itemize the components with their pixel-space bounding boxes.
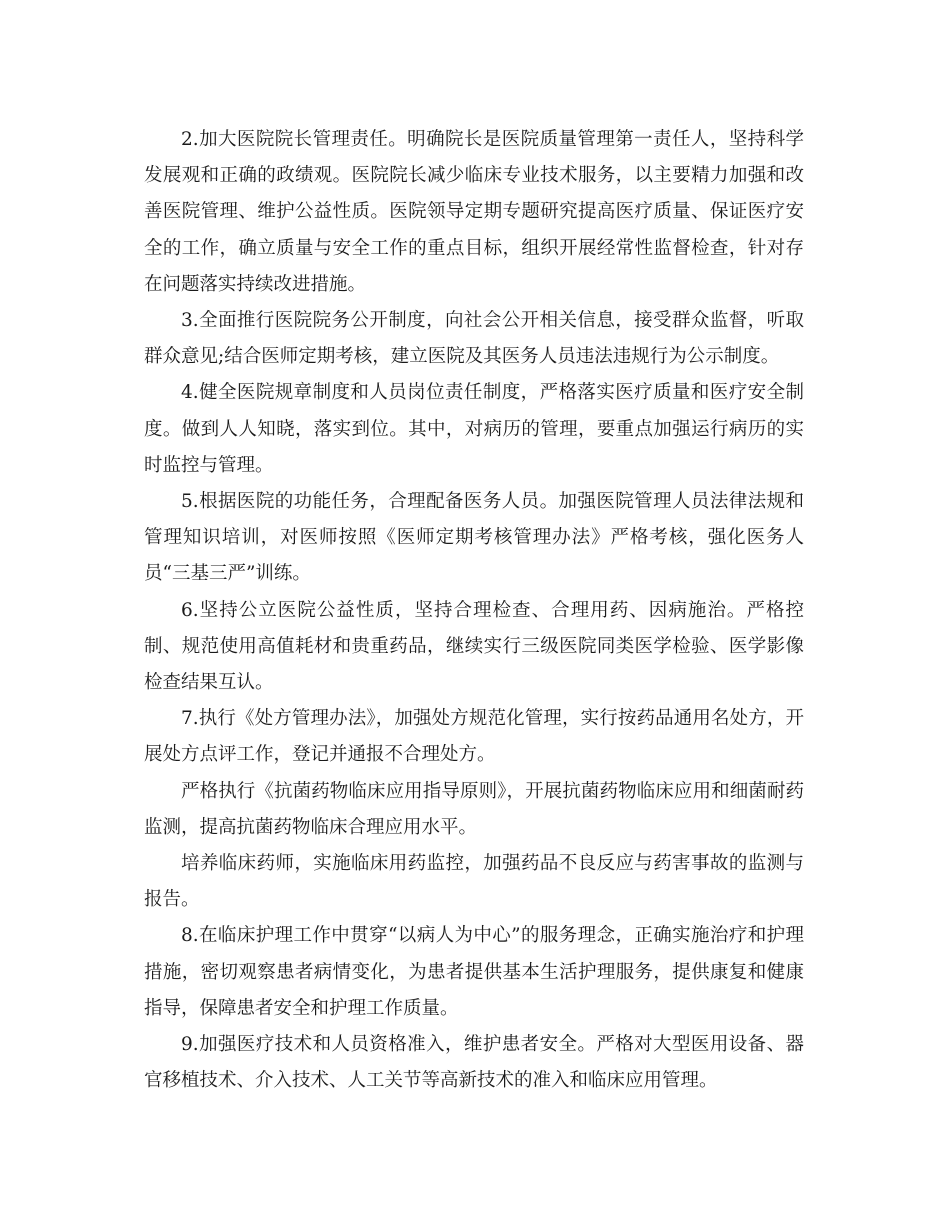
paragraph-item-3: 3.全面推行医院院务公开制度，向社会公开相关信息，接受群众监督，听取群众意见;结合医师定期考核，建立医院及其医务人员违法违规行为公示制度。 bbox=[144, 310, 804, 368]
paragraph-item-4: 4.健全医院规章制度和人员岗位责任制度，严格落实医疗质量和医疗安全制度。做到人人知晓，落实到位。其中，对病历的管理，要重点加强运行病历的实时监控与管理。 bbox=[144, 382, 804, 476]
paragraph-item-7: 7.执行《处方管理办法》，加强处方规范化管理，实行按药品通用名处方，开展处方点评工作，登记并通报不合理处方。 bbox=[144, 708, 804, 766]
paragraph-antibiotics: 严格执行《抗菌药物临床应用指导原则》，开展抗菌药物临床应用和细菌耐药监测，提高抗菌药物临床合理应用水平。 bbox=[144, 780, 804, 838]
paragraph-item-2: 2.加大医院院长管理责任。明确院长是医院质量管理第一责任人，坚持科学发展观和正确的政绩观。医院院长减少临床专业技术服务，以主要精力加强和改善医院管理、维护公益性质。医院领导定期专题研究提高医疗质量、保证医疗安全的工作，确立质量与安全工作的重点目标，组织开展经常性监督检查，针对存在问题落实持续改进措施。 bbox=[144, 129, 804, 295]
paragraph-clinical-pharmacist: 培养临床药师，实施临床用药监控，加强药品不良反应与药害事故的监测与报告。 bbox=[144, 853, 804, 911]
paragraph-item-8: 8.在临床护理工作中贯穿“以病人为中心”的服务理念，正确实施治疗和护理措施，密切观察患者病情变化，为患者提供基本生活护理服务，提供康复和健康指导，保障患者安全和护理工作质量。 bbox=[144, 925, 804, 1019]
paragraph-item-6: 6.坚持公立医院公益性质，坚持合理检查、合理用药、因病施治。严格控制、规范使用高值耗材和贵重药品，继续实行三级医院同类医学检验、医学影像检查结果互认。 bbox=[144, 599, 804, 694]
paragraph-item-5: 5.根据医院的功能任务，合理配备医务人员。加强医院管理人员法律法规和管理知识培训，对医师按照《医师定期考核管理办法》严格考核，强化医务人员“三基三严”训练。 bbox=[144, 491, 804, 585]
document-body bbox=[144, 122, 804, 1099]
paragraph-item-9: 9.加强医疗技术和人员资格准入，维护患者安全。严格对大型医用设备、器官移植技术、介入技术、人工关节等高新技术的准入和临床应用管理。 bbox=[144, 1034, 804, 1092]
